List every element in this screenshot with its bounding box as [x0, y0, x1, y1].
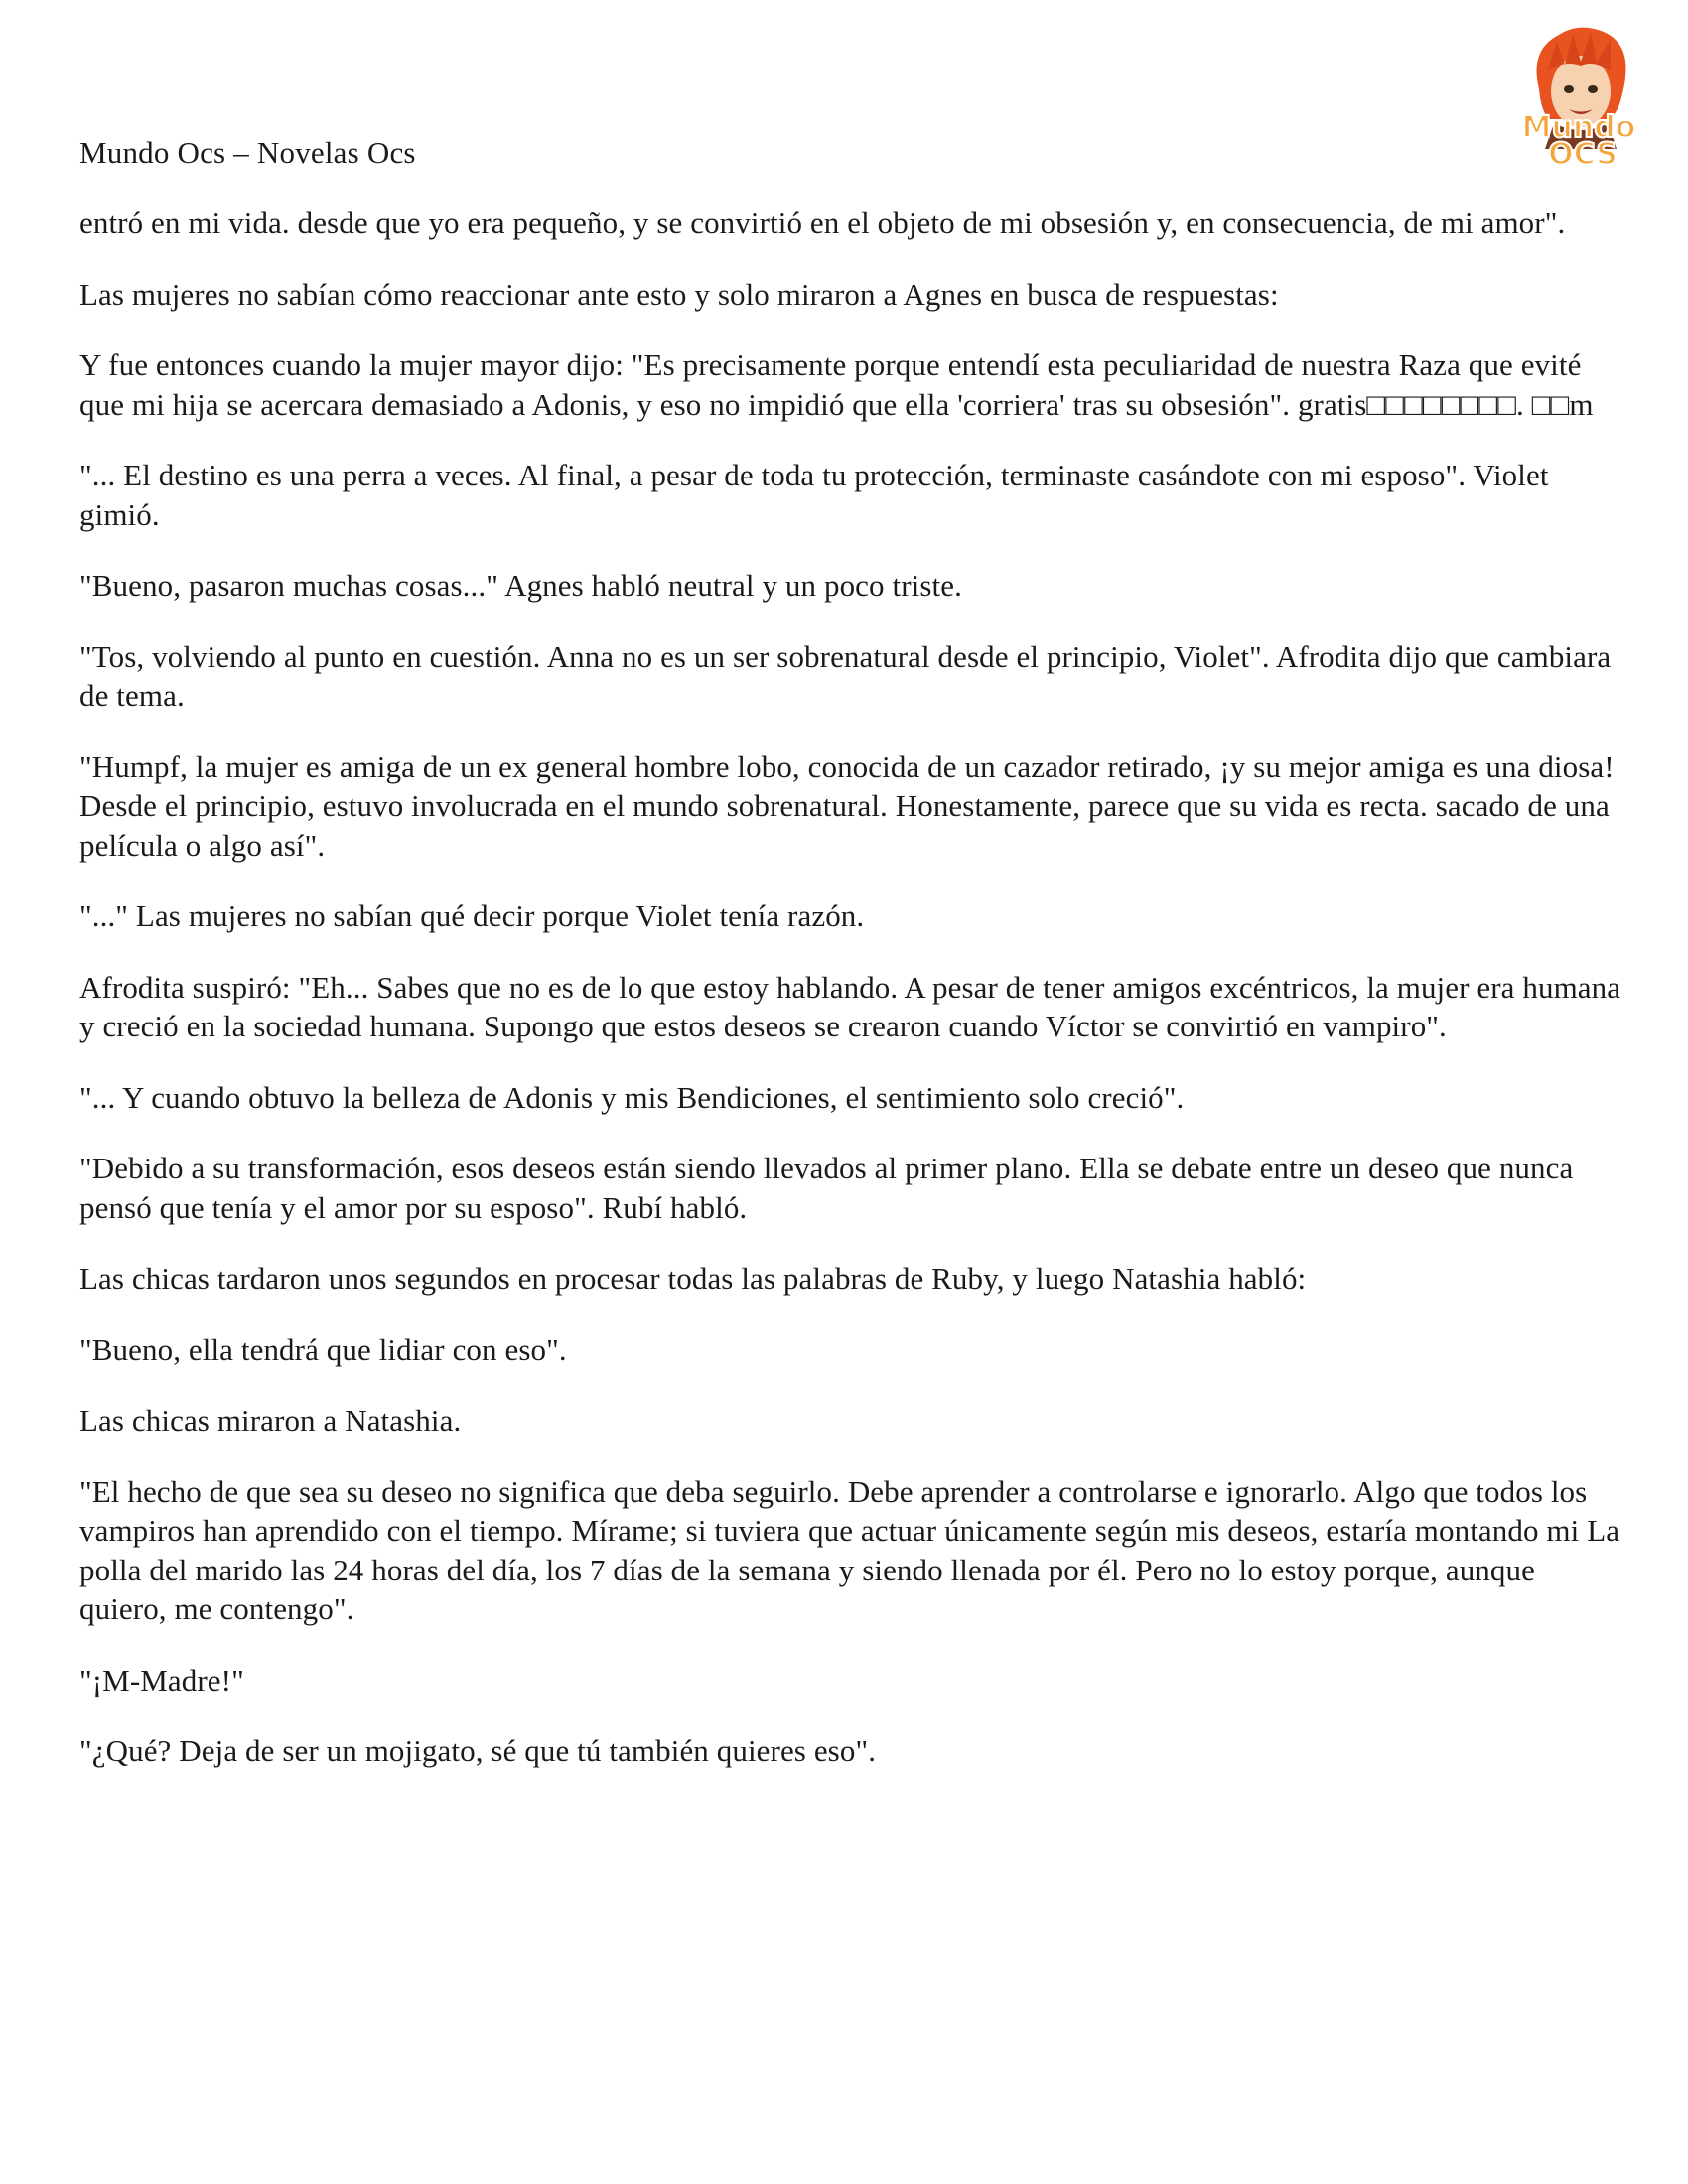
paragraph: Las chicas miraron a Natashia.	[79, 1403, 462, 1437]
paragraph: "Tos, volviendo al punto en cuestión. Anna no es un ser sobrenatural desde el principio, Violet". Afrodita dijo que cambiara de tema.	[79, 638, 1612, 713]
document-header: Mundo Ocs – Novelas Ocs	[79, 135, 416, 170]
paragraph: "El hecho de que sea su deseo no significa que deba seguirlo. Debe aprender a controlarse e ignorarlo. Algo que todos los vampiros han aprendido con el tiempo. Mírame; si tuviera que actuar únicamente según mis deseos, estaría montando mi La polla del marido las 24 horas del día, los 7 días de la semana y siendo llenada por él. Pero no lo estoy porque, aunque quiero, me contengo".	[79, 1473, 1620, 1626]
mundo-ocs-logo	[1499, 20, 1658, 174]
svg-text:Mundo: Mundo	[1521, 110, 1636, 145]
logo-emblem	[1499, 20, 1658, 174]
paragraph: "Debido a su transformación, esos deseos están siendo llevados al primer plano. Ella se debate entre un deseo que nunca pensó que tenía y el amor por su esposo". Rubí habló.	[79, 1151, 1574, 1225]
paragraph: "Humpf, la mujer es amiga de un ex general hombre lobo, conocida de un cazador retirado, ¡y su mejor amiga es una diosa! Desde el principio, estuvo involucrada en el mundo sobrenatural. Honestamente, parece que su vida es recta. sacado de una película o algo así".	[79, 749, 1615, 863]
paragraph: "..." Las mujeres no sabían qué decir porque Violet tenía razón.	[79, 898, 865, 933]
paragraph: Afrodita suspiró: "Eh... Sabes que no es de lo que estoy hablando. A pesar de tener amigos excéntricos, la mujer era humana y creció en la sociedad humana. Supongo que estos deseos se crearon cuando Víctor se convirtió en vampiro".	[79, 969, 1621, 1043]
paragraph: "... El destino es una perra a veces. Al final, a pesar de toda tu protección, terminaste casándote con mi esposo". Violet gimió.	[79, 458, 1549, 532]
document-body	[79, 204, 1628, 1803]
paragraph: "¡M-Madre!"	[79, 1662, 244, 1698]
paragraph: Las chicas tardaron unos segundos en procesar todas las palabras de Ruby, y luego Natashia habló:	[79, 1261, 1307, 1296]
svg-text:OCS: OCS	[1548, 137, 1618, 172]
paragraph: Las mujeres no sabían cómo reaccionar ante esto y solo miraron a Agnes en busca de respuestas:	[79, 276, 1279, 312]
paragraph: "¿Qué? Deja de ser un mojigato, sé que tú también quieres eso".	[79, 1733, 877, 1768]
paragraph: "... Y cuando obtuvo la belleza de Adonis y mis Bendiciones, el sentimiento solo creció".	[79, 1079, 1185, 1115]
paragraph: Y fue entonces cuando la mujer mayor dijo: "Es precisamente porque entendí esta peculiaridad de nuestra Raza que evité que mi hija se acercara demasiado a Adonis, y eso no impidió que ella 'corriera' tras su obsesión". gratis□□□□□□□□. □□m	[79, 347, 1594, 422]
paragraph: "Bueno, ella tendrá que lidiar con eso".	[79, 1331, 567, 1367]
paragraph: entró en mi vida. desde que yo era pequeño, y se convirtió en el objeto de mi obsesión y, en consecuencia, de mi amor".	[79, 205, 1566, 240]
paragraph: "Bueno, pasaron muchas cosas..." Agnes habló neutral y un poco triste.	[79, 568, 962, 603]
